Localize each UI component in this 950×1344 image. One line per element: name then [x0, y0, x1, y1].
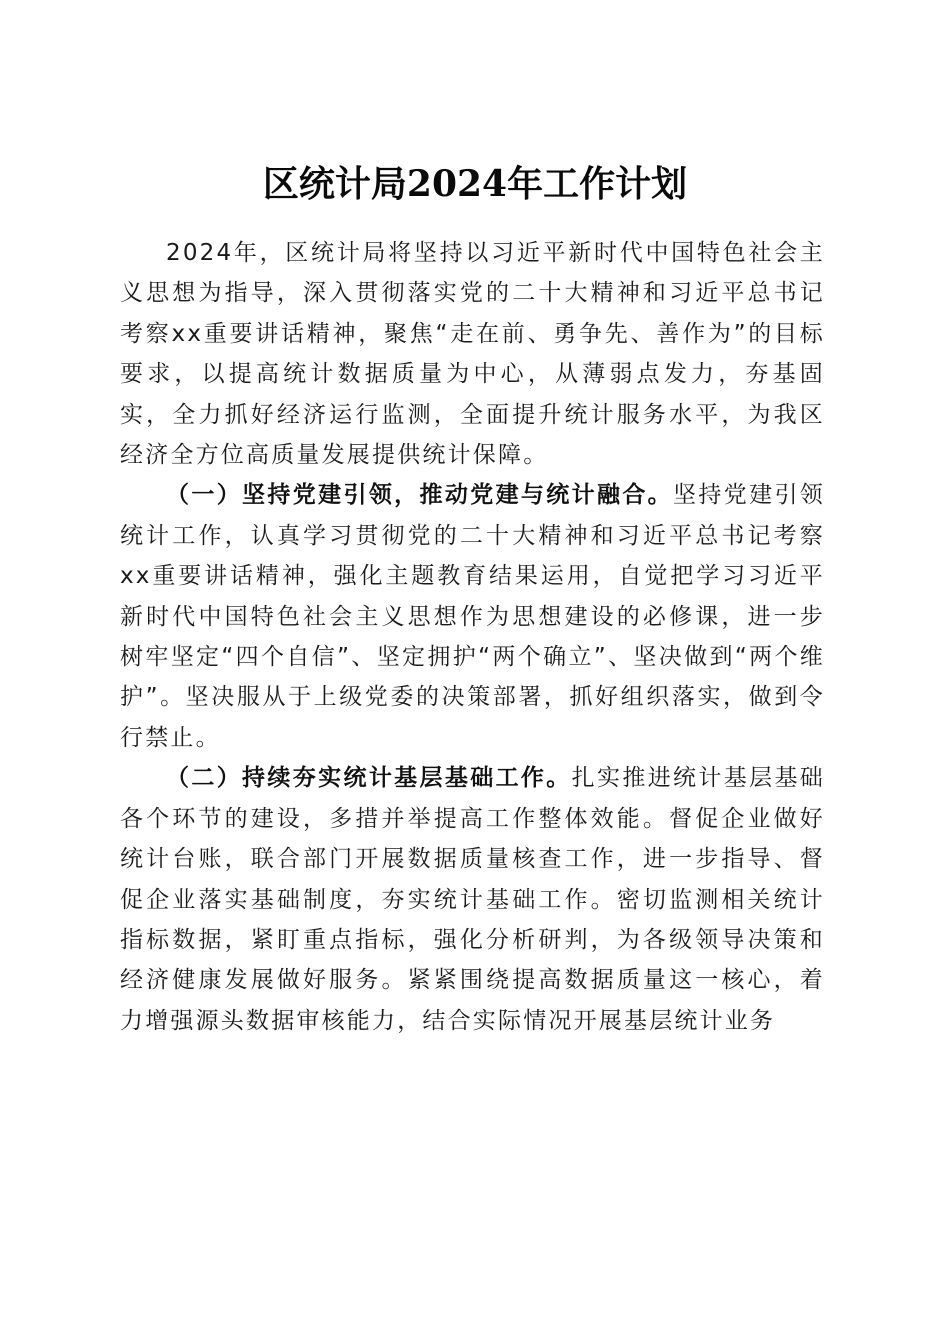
paragraph-text: 2024年，区统计局将坚持以习近平新时代中国特色社会主义思想为指导，深入贯彻落实党的二十大精神和习近平总书记考察xx重要讲话精神，聚焦“走在前、勇争先、善作为”的目标要求，以提高统计数据质量为中心，从薄弱点发力，夯基固实，全力抓好经济运行监测，全面提升统计服务水平，为我区经济全方位高质量发展提供统计保障。 [120, 240, 825, 469]
intro-paragraph [120, 233, 825, 475]
document-body [120, 233, 825, 1041]
section-2-paragraph [120, 758, 825, 1041]
document-title: 区统计局2024年工作计划 [262, 163, 688, 206]
section-1-text: 坚持党建引领统计工作，认真学习贯彻党的二十大精神和习近平总书记考察xx重要讲话精神，强化主题教育结果运用，自觉把学习习近平新时代中国特色社会主义思想作为思想建设的必修课，进一步树牢坚定“四个自信”、坚定拥护“两个确立”、坚决做到“两个维护”。坚决服从于上级党委的决策部署，抓好组织落实，做到令行禁止。 [120, 482, 826, 751]
section-1-paragraph [120, 475, 825, 758]
section-1-heading: （一）坚持党建引领，推动党建与统计融合。 [166, 481, 674, 509]
section-2-text: 扎实推进统计基层基础各个环节的建设，多措并举提高工作整体效能。督促企业做好统计台账，联合部门开展数据质量核查工作，进一步指导、督促企业落实基础制度，夯实统计基础工作。密切监测相关统计指标数据，紧盯重点指标，强化分析研判，为各级领导决策和经济健康发展做好服务。紧紧围绕提高数据质量这一核心，着力增强源头数据审核能力，结合实际情况开展基层统计业务 [120, 765, 826, 1034]
section-2-heading: （二）持续夯实统计基层基础工作。 [166, 764, 572, 792]
